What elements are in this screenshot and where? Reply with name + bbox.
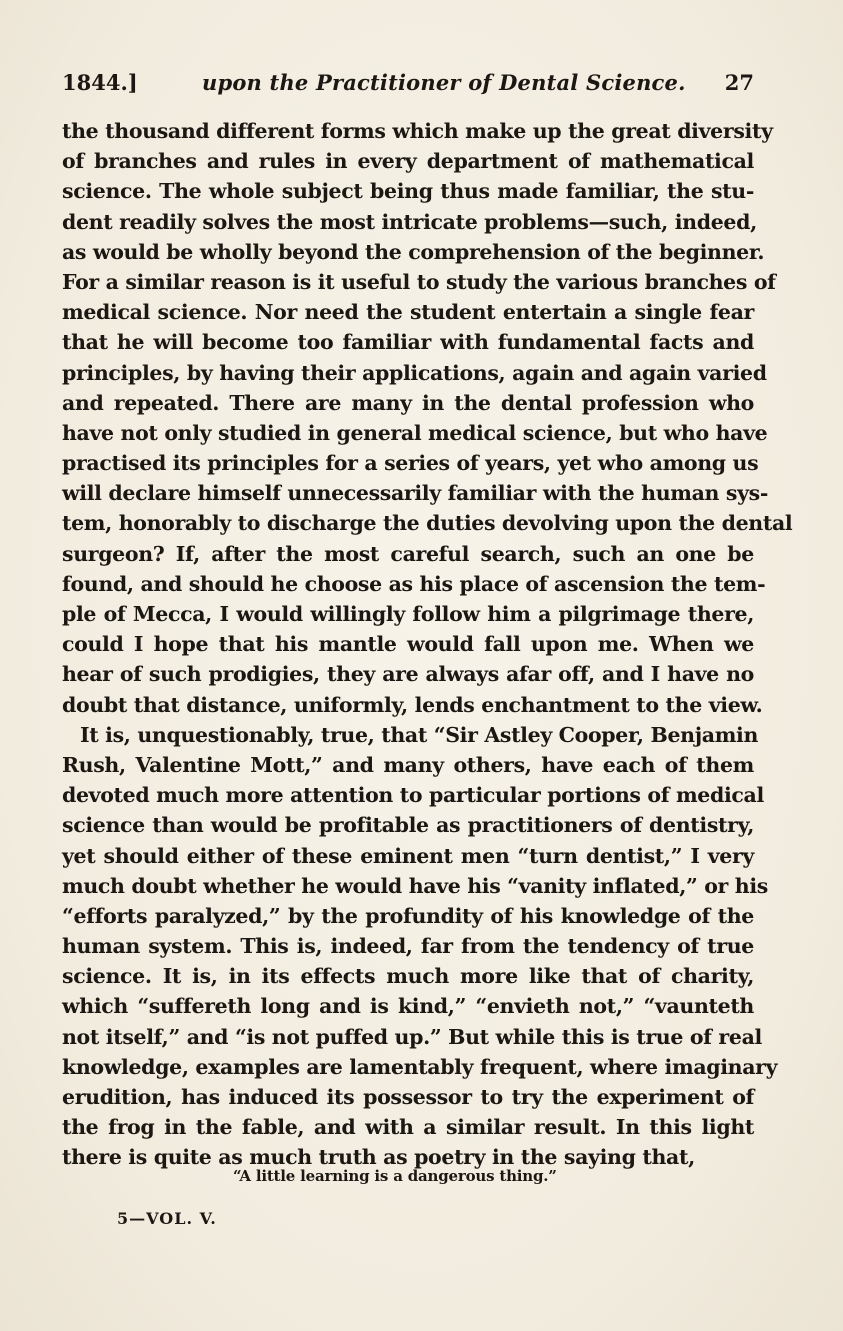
text-line: doubt that distance, uniformly, lends enchantment to the view. [62, 692, 763, 717]
text-line: principles, by having their applications, again and again varied [62, 360, 767, 385]
text-line: hear of such prodigies, they are always afar off, and I have no [62, 662, 754, 687]
page-number: 27 [724, 70, 754, 95]
text-line: that he will become too familiar with fundamental facts and [62, 330, 754, 355]
running-header [62, 70, 754, 102]
text-line: of branches and rules in every department of mathematical [62, 149, 754, 174]
signature-mark: 5—VOL. V. [117, 1209, 217, 1228]
text-line: “efforts paralyzed,” by the profundity of his knowledge of the [62, 903, 754, 928]
text-line: devoted much more attention to particular portions of medical [62, 783, 764, 808]
text-line: have not only studied in general medical science, but who have [62, 420, 768, 445]
text-line: dent readily solves the most intricate problems—such, indeed, [62, 209, 757, 234]
text-line: erudition, has induced its possessor to try the experiment of [62, 1085, 754, 1109]
text-line: will declare himself unnecessarily familiar with the human sys- [62, 481, 768, 506]
text-line: not itself,” and “is not puffed up.” But while this is true of real [62, 1024, 762, 1049]
text-line: could I hope that his mantle would fall upon me. When we [62, 632, 754, 657]
quotation: “A little learning is a dangerous thing.” [233, 1167, 557, 1185]
text-line: ple of Mecca, I would willingly follow him a pilgrimage there, [62, 602, 754, 626]
text-line: medical science. Nor need the student entertain a single fear [62, 300, 754, 325]
text-line: the thousand different forms which make up the great diversity [62, 119, 773, 143]
text-line: Rush, Valentine Mott,” and many others, have each of them [62, 752, 754, 777]
text-line: science. The whole subject being thus made familiar, the stu- [62, 179, 754, 204]
text-line: surgeon? If, after the most careful search, such an one be [62, 541, 754, 566]
text-line: the frog in the fable, and with a similar result. In this light [62, 1115, 754, 1140]
text-line: which “suffereth long and is kind,” “envieth not,” “vaunteth [62, 994, 754, 1019]
header-year: 1844.] [62, 70, 138, 95]
paragraph-start-line: It is, unquestionably, true, that “Sir Astley Cooper, Benjamin [80, 722, 759, 747]
text-line-last: there is quite as much truth as poetry in the saying that, [62, 1145, 695, 1170]
text-line: tem, honorably to discharge the duties devolving upon the dental [62, 511, 793, 536]
body-text [62, 116, 793, 1173]
text-line: as would be wholly beyond the comprehension of the beginner. [62, 239, 765, 264]
text-line: human system. This is, indeed, far from the tendency of true [62, 934, 754, 959]
text-line: For a similar reason is it useful to study the various branches of [62, 269, 776, 294]
text-line: knowledge, examples are lamentably frequent, where imaginary [62, 1054, 778, 1079]
text-line: practised its principles for a series of years, yet who among us [62, 451, 759, 476]
text-line: science. It is, in its effects much more like that of charity, [62, 964, 754, 989]
text-line: and repeated. There are many in the dental profession who [62, 390, 754, 415]
header-title: upon the Practitioner of Dental Science. [202, 70, 686, 95]
text-line: yet should either of these eminent men “turn dentist,” I very [62, 843, 754, 868]
text-line: found, and should he choose as his place of ascension the tem- [62, 571, 766, 596]
text-line: science than would be profitable as practitioners of dentistry, [62, 813, 754, 838]
text-line: much doubt whether he would have his “vanity inflated,” or his [62, 873, 768, 898]
